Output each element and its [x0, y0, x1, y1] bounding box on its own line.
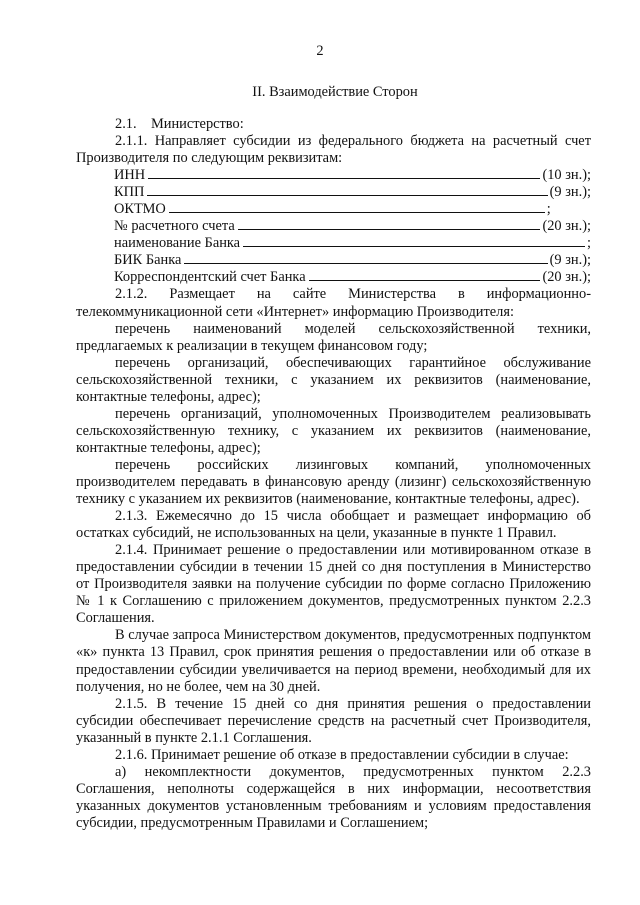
- document-body: [76, 116, 591, 832]
- section-title: II. Взаимодействие Сторон: [252, 84, 418, 100]
- requisite-account: [114, 218, 591, 235]
- requisite-label: КПП: [114, 184, 145, 201]
- clause-2-1-3: 2.1.3. Ежемесячно до 15 числа обобщает и размещает информацию об остатках субсидий, не использованных на цели, указанные в пункте 1 Правил.: [76, 508, 591, 542]
- fill-line: [169, 211, 545, 213]
- clause-2-1-6-a: а) некомплектности документов, предусмотренных пунктом 2.2.3 Соглашения, неполноты содержащейся в них информации, несоответствия указанных документов установленным требованиям и условиям предоставления субсидии, предусмотренным Правилами и Соглашением;: [76, 763, 591, 831]
- requisite-suffix: (20 зн.);: [542, 218, 591, 235]
- requisite-suffix: ;: [587, 235, 591, 252]
- requisite-bank-name: [114, 235, 591, 252]
- requisite-suffix: ;: [546, 201, 551, 218]
- fill-line: [238, 228, 541, 230]
- requisite-suffix: (9 зн.);: [549, 184, 591, 201]
- clause-2-1-4: 2.1.4. Принимает решение о предоставлении или мотивированном отказе в предоставлении субсидии в течении 15 дней со дня поступления в Министерство от Производителя заявки на получение субсидии по форме согласно Приложению № 1 к Соглашению с приложением документов, предусмотренных пунктом 2.2.3 Соглашения.: [76, 542, 591, 627]
- requisite-bik: [114, 252, 591, 269]
- requisite-label: ОКТМО: [114, 201, 166, 218]
- requisite-label: Корреспондентский счет Банка: [114, 269, 306, 286]
- publish-item-warranty-orgs: перечень организаций, обеспечивающих гарантийное обслуживание сельскохозяйственной техники, с указанием их реквизитов (наименование, контактные телефоны, адрес);: [76, 354, 591, 405]
- requisite-oktmo: [114, 201, 591, 218]
- publish-item-dealers: перечень организаций, уполномоченных Производителем реализовывать сельскохозяйственную технику, с указанием их реквизитов (наименование, контактные телефоны, адрес);: [76, 405, 591, 456]
- requisite-suffix: (10 зн.);: [542, 167, 591, 184]
- clause-2-1: 2.1. Министерство:: [115, 116, 244, 132]
- requisite-corr-account: [114, 269, 591, 286]
- clause-request-note: В случае запроса Министерством документов, предусмотренных подпунктом «к» пункта 13 Правил, срок принятия решения о предоставлении или об отказе в предоставлении субсидии увеличивается на период времени, необходимый для их получения, но не более, чем на 30 дней.: [76, 627, 591, 695]
- publish-item-leasing: перечень российских лизинговых компаний, уполномоченных производителем передавать в финансовую аренду (лизинг) сельскохозяйственную технику с указанием их реквизитов (наименование, контактные телефоны, адрес).: [76, 456, 591, 508]
- requisite-label: № расчетного счета: [114, 218, 235, 235]
- clause-2-1-1: 2.1.1. Направляет субсидии из федерального бюджета на расчетный счет Производителя по следующим реквизитам:: [76, 133, 591, 167]
- publish-item-models: перечень наименований моделей сельскохозяйственной техники, предлагаемых к реализации в текущем финансовом году;: [76, 320, 591, 354]
- requisite-inn: [114, 167, 591, 184]
- requisites-list: [76, 167, 591, 286]
- requisite-suffix: (20 зн.);: [542, 269, 591, 286]
- fill-line: [243, 245, 585, 247]
- clause-2-1-5: 2.1.5. В течение 15 дней со дня принятия решения о предоставлении субсидии обеспечивает перечисление средств на расчетный счет Производителя, указанный в пункте 2.1.1 Соглашения.: [76, 695, 591, 746]
- clause-2-1-2: 2.1.2. Размещает на сайте Министерства в информационно-телекоммуникационной сети «Интернет» информацию Производителя:: [76, 286, 591, 320]
- page-number: 2: [316, 43, 324, 59]
- requisite-label: наименование Банка: [114, 235, 241, 252]
- requisite-kpp: [114, 184, 591, 201]
- fill-line: [309, 279, 541, 281]
- requisite-label: ИНН: [114, 167, 146, 184]
- fill-line: [147, 194, 547, 196]
- requisite-suffix: (9 зн.);: [549, 252, 591, 269]
- fill-line: [184, 262, 547, 264]
- clause-2-1-6: 2.1.6. Принимает решение об отказе в предоставлении субсидии в случае:: [115, 746, 569, 763]
- requisite-label: БИК Банка: [114, 252, 182, 269]
- fill-line: [148, 177, 540, 179]
